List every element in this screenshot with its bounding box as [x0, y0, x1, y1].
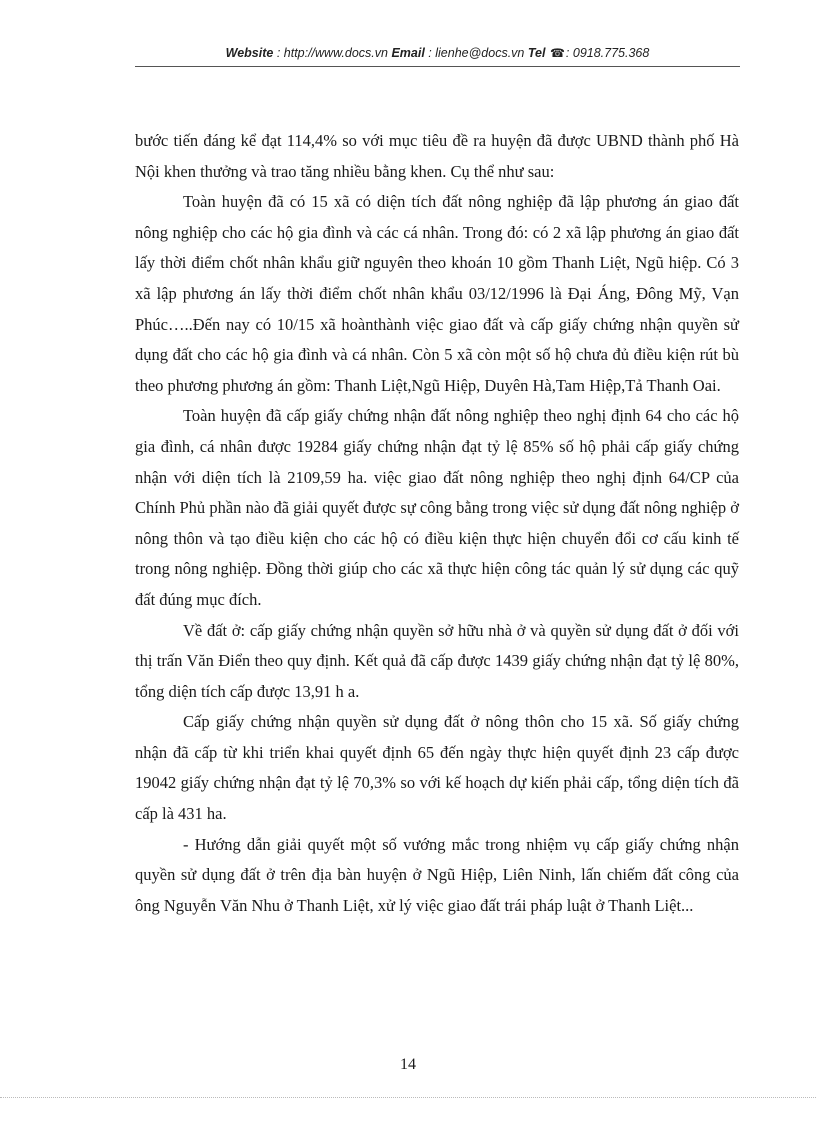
- paragraph: Toàn huyện đã có 15 xã có diện tích đất nông nghiệp đã lập phương án giao đất nông nghiệp cho các hộ gia đình và các cá nhân. Trong đó: có 2 xã lập phương án giao đất lấy thời điểm chốt nhân khẩu giữ nguyên theo khoán 10 gồm Thanh Liệt, Ngũ hiệp. Có 3 xã lập phương án lấy thời điểm chốt nhân khẩu 03/12/1996 là Đại Áng, Đông Mỹ, Vạn Phúc…..Đến nay có 10/15 xã hoànthành việc giao đất và cấp giấy chứng nhận quyền sử dụng đất cho các hộ gia đình và cá nhân. Còn 5 xã còn một số hộ chưa đủ điều kiện rút bù theo phương phương án gồm: Thanh Liệt,Ngũ Hiệp, Duyên Hà,Tam Hiệp,Tả Thanh Oai.: [135, 192, 739, 395]
- website-url[interactable]: http://www.docs.vn: [283, 46, 388, 60]
- paragraph: Cấp giấy chứng nhận quyền sử dụng đất ở nông thôn cho 15 xã. Số giấy chứng nhận đã cấp từ khi triển khai quyết định 65 đến ngày thực hiện quyết định 23 cấp được 19042 giấy chứng nhận đạt tỷ lệ 70,3% so với kế hoạch dự kiến phải cấp, tổng diện tích đã cấp là 431 ha.: [135, 712, 739, 824]
- header-divider: [135, 66, 740, 67]
- email-separator: :: [424, 46, 436, 60]
- website-separator: :: [273, 46, 284, 60]
- tel-separator: :: [565, 46, 573, 60]
- email-label: Email: [391, 46, 425, 60]
- paragraph: Toàn huyện đã cấp giấy chứng nhận đất nông nghiệp theo nghị định 64 cho các hộ gia đình, cá nhân được 19284 giấy chứng nhận đạt tỷ lệ 85% số hộ phải cấp giấy chứng nhận với diện tích là 2109,59 ha. việc giao đất nông nghiệp theo nghị định 64/CP của Chính Phủ phần nào đã giải quyết được sự công bằng trong việc sử dụng đất nông nghiệp ở nông thôn và tạo điều kiện cho các hộ có điều kiện thực hiện chuyển đổi cơ cấu kinh tế trong nông nghiệp. Đồng thời giúp cho các xã thực hiện công tác quản lý sử dụng các quỹ đất đúng mục đích.: [135, 406, 739, 609]
- phone-icon: ☎: [549, 46, 565, 60]
- paragraph: Về đất ở: cấp giấy chứng nhận quyền sở hữu nhà ở và quyền sử dụng đất ở đối với thị trấn Văn Điển theo quy định. Kết quả đã cấp được 1439 giấy chứng nhận đạt tỷ lệ 80%, tổng diện tích cấp được 13,91 h a.: [135, 620, 739, 701]
- website-label: Website: [225, 46, 274, 60]
- tel-number: 0918.775.368: [572, 46, 650, 60]
- page-header: [135, 46, 740, 60]
- page-bottom-border: [0, 1097, 816, 1098]
- tel-label: Tel: [527, 46, 546, 60]
- paragraph: - Hướng dẫn giải quyết một số vướng mắc trong nhiệm vụ cấp giấy chứng nhận quyền sử dụng đất ở trên địa bàn huyện ở Ngũ Hiệp, Liên Ninh, lấn chiếm đất công của ông Nguyễn Văn Nhu ở Thanh Liệt, xử lý việc giao đất trái pháp luật ở Thanh Liệt...: [135, 834, 739, 915]
- document-body: [135, 126, 739, 921]
- page-number: 14: [400, 1056, 416, 1073]
- paragraph-continuation: bước tiến đáng kể đạt 114,4% so với mục tiêu đề ra huyện đã được UBND thành phố Hà Nội khen thưởng và trao tăng nhiều bằng khen. Cụ thể như sau:: [135, 131, 739, 181]
- email-address[interactable]: lienhe@docs.vn: [435, 46, 525, 60]
